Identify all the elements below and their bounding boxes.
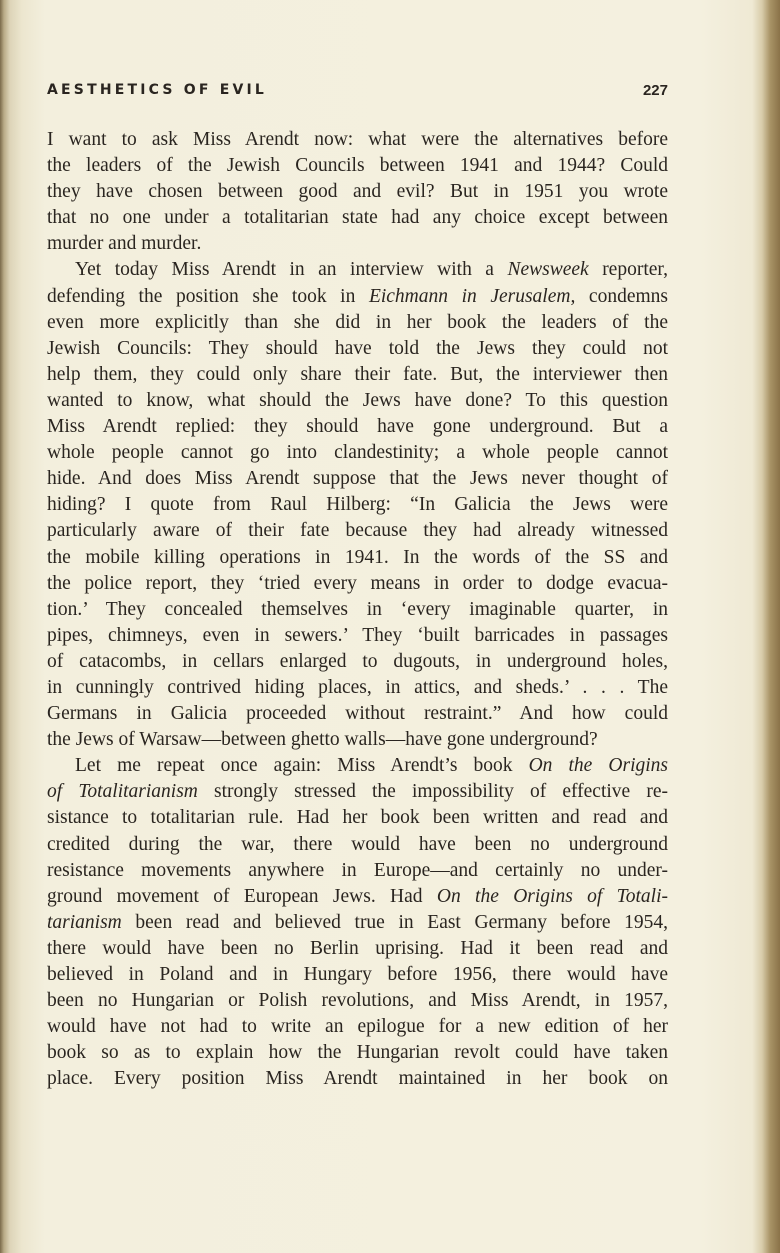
text-segment: wanted to know, what should the Jews have done? To this question [47, 389, 668, 411]
text-segment: condemns [575, 285, 668, 307]
text-segment: Yet today Miss Arendt in an interview with a [75, 259, 508, 281]
text-line [47, 805, 668, 831]
running-header [47, 80, 668, 104]
text-line [47, 205, 668, 231]
text-segment: the police report, they ‘tried every means in order to dodge evacua- [47, 572, 668, 594]
text-line [47, 832, 668, 858]
text-line [47, 179, 668, 205]
text-segment: reporter, [588, 259, 668, 281]
text-line [47, 440, 668, 466]
text-line [47, 1066, 668, 1092]
text-segment: even more explicitly than she did in her book the leaders of the [47, 311, 668, 333]
text-segment: in cunningly contrived hiding places, in attics, and sheds.’ . . . The [47, 676, 668, 698]
text-line [47, 1014, 668, 1040]
text-segment: resistance movements anywhere in Europe—and certainly no under- [47, 859, 668, 881]
text-line [47, 545, 668, 571]
text-segment: Germans in Galicia proceeded without restraint.” And how could [47, 703, 668, 725]
italic-title: Eichmann in Jerusalem, [368, 285, 576, 307]
body-text [47, 127, 668, 1092]
text-line [47, 466, 668, 492]
text-line [47, 675, 668, 701]
text-segment: there would have been no Berlin uprising. Had it been read and [47, 937, 668, 959]
text-segment: sistance to totalitarian rule. Had her book been written and read and [47, 807, 668, 829]
text-segment: credited during the war, there would have been no underground [47, 833, 668, 855]
italic-title: Newsweek [507, 259, 589, 281]
text-line [47, 257, 668, 283]
text-segment: the leaders of the Jewish Councils between 1941 and 1944? Could [47, 155, 668, 177]
italic-title: On the Origins of Totali- [436, 885, 668, 907]
text-segment: believed in Poland and in Hungary before 1956, there would have [47, 964, 668, 985]
text-segment: murder and murder. [47, 233, 202, 255]
running-head-title: AESTHETICS OF EVIL [47, 82, 268, 98]
text-segment: strongly stressed the impossibility of effective re- [197, 781, 668, 803]
text-segment: the mobile killing operations in 1941. In the words of the SS and [47, 546, 668, 568]
text-line [47, 284, 668, 310]
text-line [47, 362, 668, 388]
text-segment: hiding? I quote from Raul Hilberg: “In Galicia the Jews were [47, 494, 668, 516]
text-segment: hide. And does Miss Arendt suppose that the Jews never thought of [47, 468, 668, 490]
text-segment: pipes, chimneys, even in sewers.’ They ‘built barricades in passages [47, 624, 668, 646]
text-line [47, 336, 668, 362]
text-line [47, 649, 668, 675]
text-line [47, 623, 668, 649]
text-segment: help them, they could only share their fate. But, the interviewer then [47, 363, 668, 385]
text-line [47, 127, 668, 153]
text-line [47, 858, 668, 884]
text-line [47, 910, 668, 936]
text-segment: Let me repeat once again: Miss Arendt’s book [75, 755, 529, 777]
text-line [47, 597, 668, 623]
text-line [47, 727, 668, 753]
text-segment: particularly aware of their fate because they had already witnessed [47, 520, 668, 542]
text-segment: I want to ask Miss Arendt now: what were the alternatives before [47, 129, 668, 150]
text-segment: that no one under a totalitarian state had any choice except between [47, 207, 668, 229]
page-number: 227 [642, 82, 668, 99]
text-segment: defending the position she took in [47, 285, 369, 307]
text-segment: Miss Arendt replied: they should have gone underground. But a [47, 416, 668, 438]
text-segment: of catacombs, in cellars enlarged to dugouts, in underground holes, [47, 650, 668, 672]
text-segment: been read and believed true in East Germany before 1954, [121, 911, 668, 933]
text-segment: tion.’ They concealed themselves in ‘every imaginable quarter, in [47, 598, 668, 620]
text-line [47, 414, 668, 440]
text-segment: ground movement of European Jews. Had [47, 885, 437, 907]
italic-title: On the Origins [528, 755, 668, 777]
text-segment: book so as to explain how the Hungarian revolt could have taken [47, 1042, 668, 1064]
text-line [47, 310, 668, 336]
text-line [47, 388, 668, 414]
text-line [47, 518, 668, 544]
italic-title: tarianism [47, 911, 122, 933]
text-line [47, 779, 668, 805]
text-line [47, 753, 668, 779]
text-line [47, 231, 668, 257]
text-line [47, 884, 668, 910]
text-line [47, 988, 668, 1014]
text-segment: whole people cannot go into clandestinity; a whole people cannot [47, 442, 668, 464]
text-segment: the Jews of Warsaw—between ghetto walls—have gone underground? [47, 729, 598, 751]
text-line [47, 571, 668, 597]
text-segment: been no Hungarian or Polish revolutions, and Miss Arendt, in 1957, [47, 990, 668, 1012]
text-segment: would have not had to write an epilogue for a new edition of her [47, 1016, 668, 1038]
text-line [47, 492, 668, 518]
text-line [47, 153, 668, 179]
text-line [47, 701, 668, 727]
text-line [47, 1040, 668, 1066]
text-segment: Jewish Councils: They should have told the Jews they could not [47, 337, 668, 359]
text-line [47, 962, 668, 988]
italic-title: of Totalitarianism [47, 781, 198, 803]
text-segment: place. Every position Miss Arendt maintained in her book on [47, 1068, 668, 1090]
text-line [47, 936, 668, 962]
text-segment: they have chosen between good and evil? But in 1951 you wrote [47, 181, 668, 203]
